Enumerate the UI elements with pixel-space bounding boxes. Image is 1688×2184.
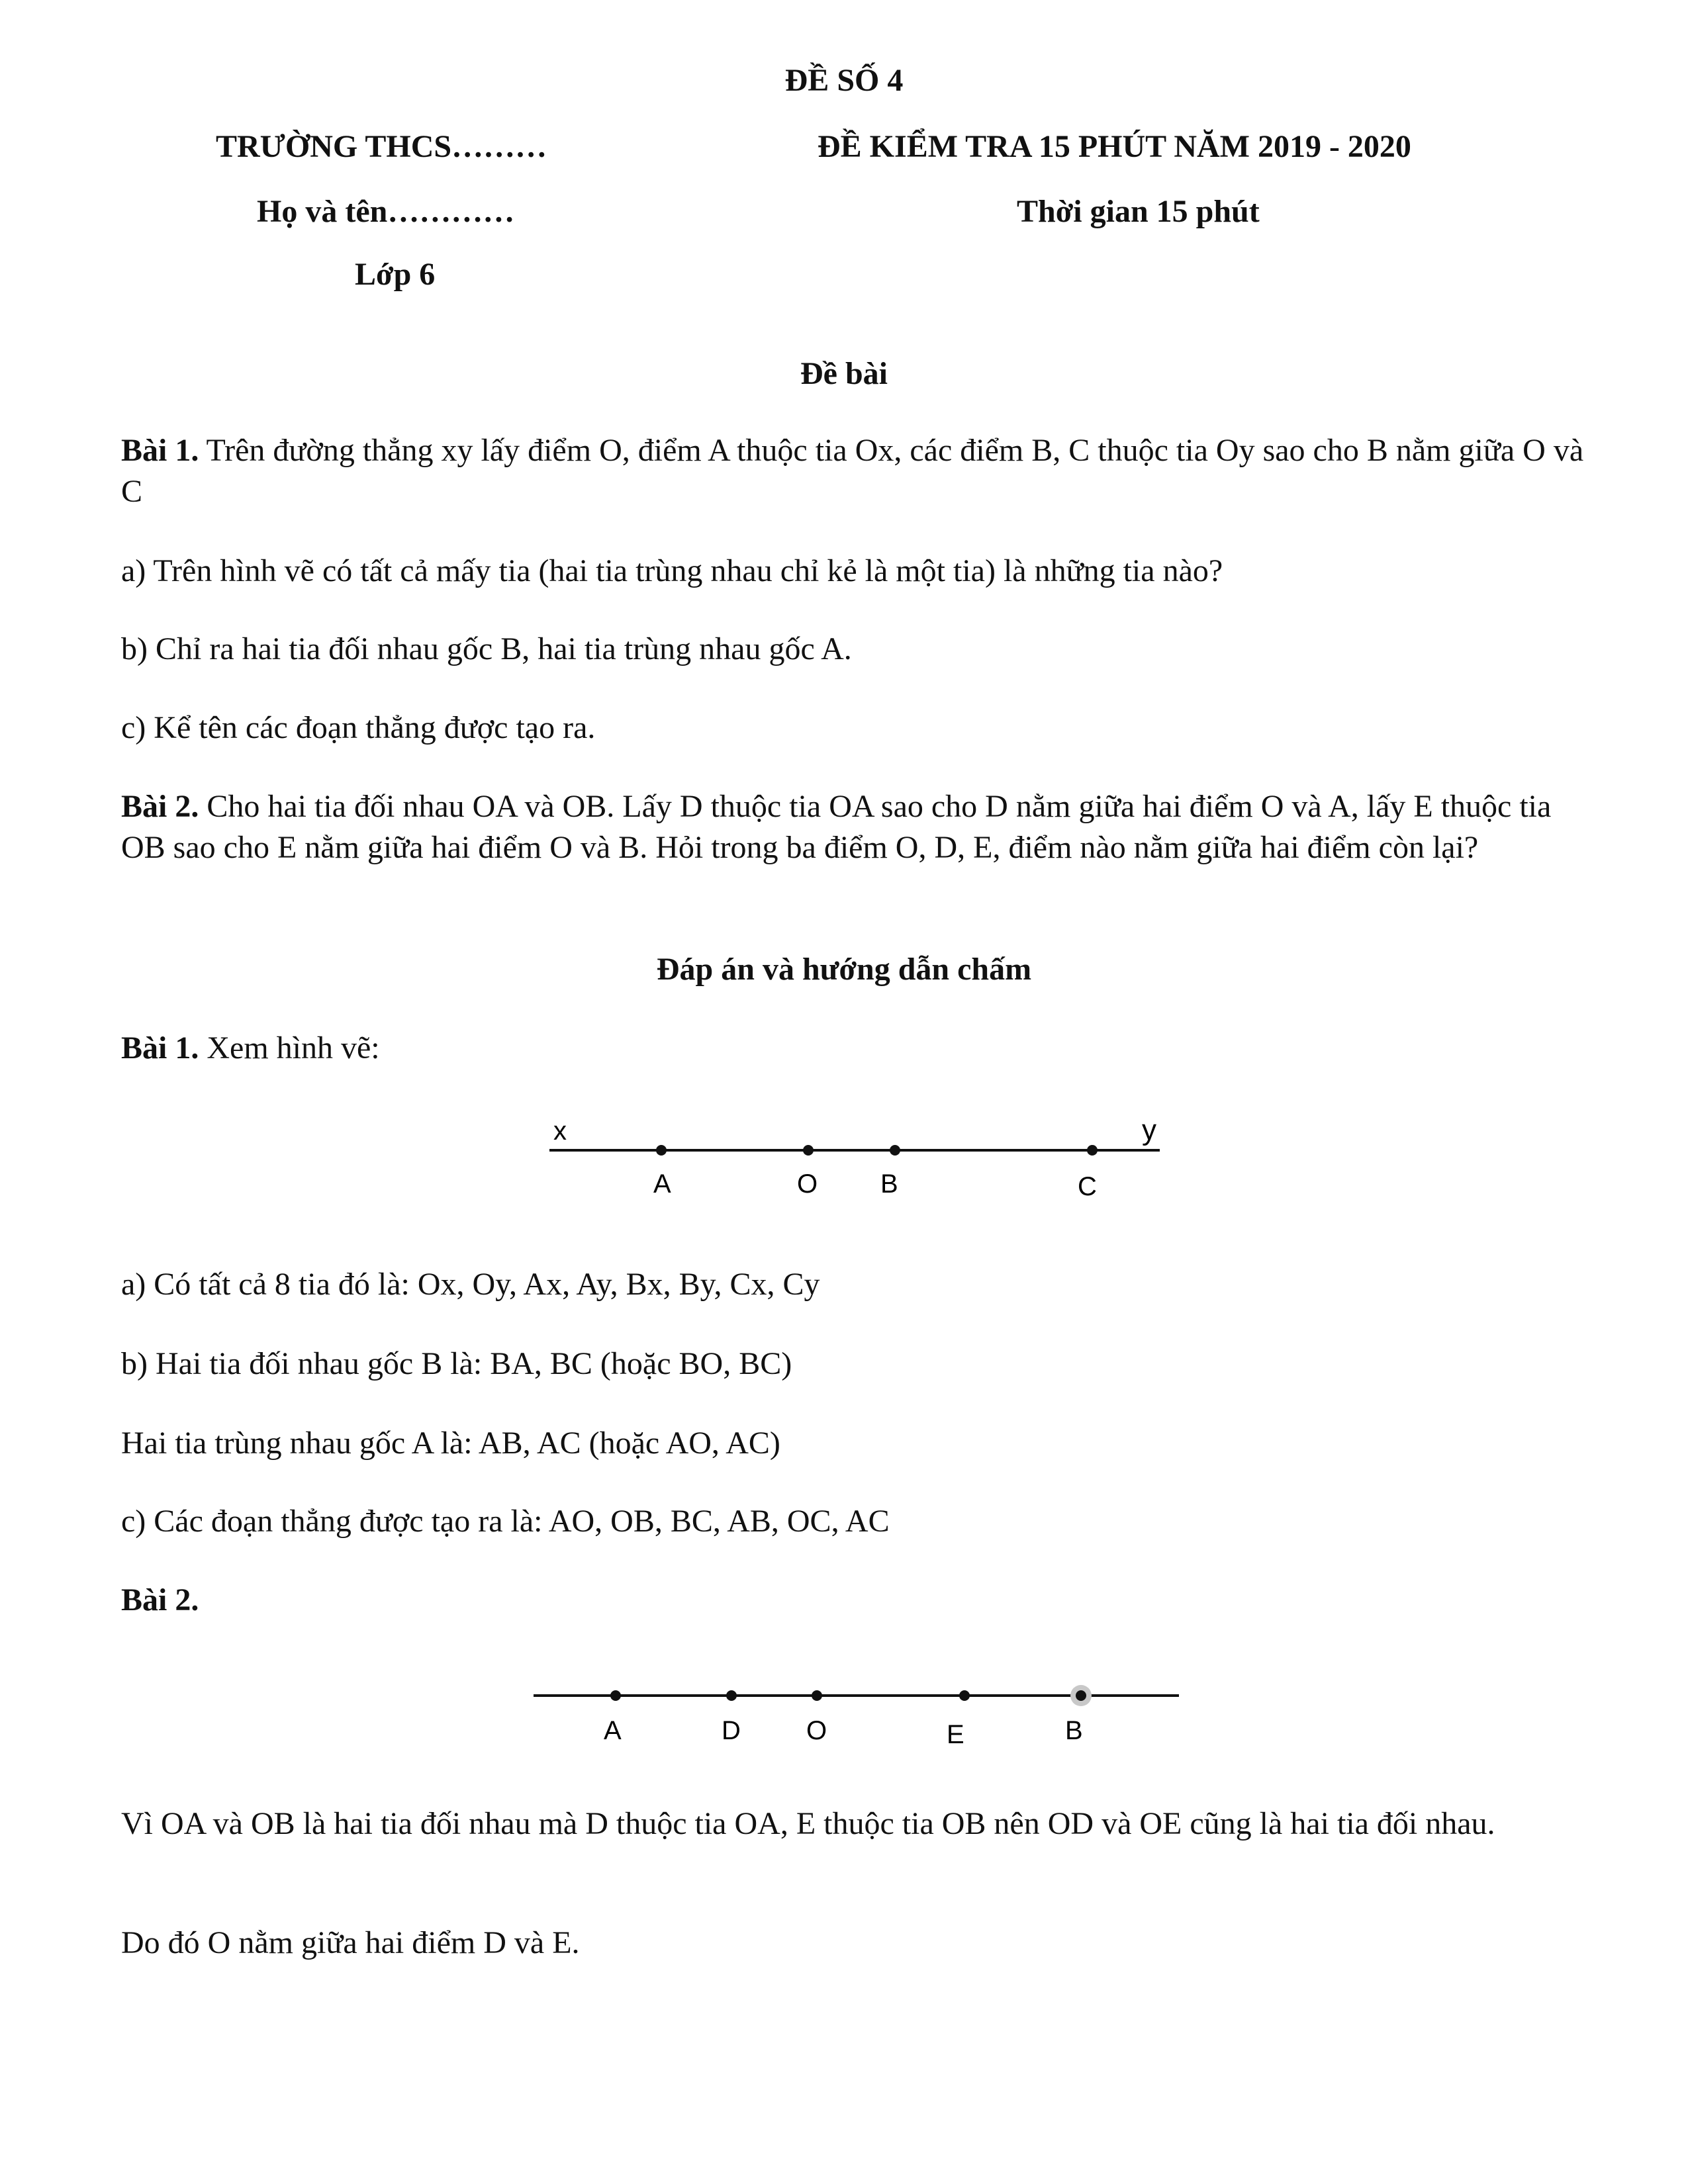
problems-title: Đề bài: [800, 356, 888, 391]
answer-1-c: c) Các đoạn thẳng được tạo ra là: AO, OB, BC, AB, OC, AC: [121, 1504, 890, 1539]
answer-1-b1: b) Hai tia đối nhau gốc B là: BA, BC (hoặc BO, BC): [121, 1346, 792, 1381]
problem-1-b: b) Chỉ ra hai tia đối nhau gốc B, hai tia trùng nhau gốc A.: [121, 631, 852, 666]
figure-2-label-b: B: [1065, 1716, 1083, 1745]
answer-1-intro-text: Xem hình vẽ:: [199, 1030, 380, 1066]
figure-1-point-o: [803, 1145, 814, 1156]
figure-2-label-a: A: [604, 1716, 622, 1745]
answer-1-label: Bài 1.: [121, 1030, 199, 1066]
figure-1-point-a: [656, 1145, 667, 1156]
figure-1-point-c: [1087, 1145, 1098, 1156]
answer-1-a: a) Có tất cả 8 tia đó là: Ox, Oy, Ax, Ay, Bx, By, Cx, Cy: [121, 1267, 820, 1302]
figure-2-label-d: D: [722, 1716, 741, 1745]
problem-2-label: Bài 2.: [121, 789, 199, 824]
class-label: Lớp 6: [355, 257, 436, 292]
problem-1-text: Trên đường thẳng xy lấy điểm O, điểm A thuộc tia Ox, các điểm B, C thuộc tia Oy sao cho B nằm giữa O và C: [121, 433, 1584, 509]
figure-2-point-o: [812, 1690, 822, 1701]
figure-1-label-a: A: [653, 1169, 671, 1199]
exam-title: ĐỀ KIỂM TRA 15 PHÚT NĂM 2019 - 2020: [818, 129, 1411, 164]
answer-2-label: Bài 2.: [121, 1582, 199, 1617]
answer-1-b2: Hai tia trùng nhau gốc A là: AB, AC (hoặc AO, AC): [121, 1426, 780, 1461]
figure-1-label-b: B: [880, 1169, 898, 1199]
figure-1-label-o: O: [797, 1169, 818, 1199]
answer-2-conclusion: Do đó O nằm giữa hai điểm D và E.: [121, 1925, 580, 1960]
problem-1-a: a) Trên hình vẽ có tất cả mấy tia (hai tia trùng nhau chỉ kẻ là một tia) là những tia nào?: [121, 553, 1223, 588]
figure-1-point-b: [890, 1145, 900, 1156]
figure-2-label-o: O: [806, 1716, 827, 1745]
figure-2-label-e: E: [947, 1720, 964, 1749]
figure-1-label-y: y: [1142, 1114, 1156, 1146]
figure-1-label-x: x: [553, 1116, 567, 1146]
figure-2-point-e: [959, 1690, 970, 1701]
exam-duration: Thời gian 15 phút: [1017, 194, 1260, 229]
answer-2-explanation: Vì OA và OB là hai tia đối nhau mà D thuộc tia OA, E thuộc tia OB nên OD và OE cũng là hai tia đối nhau.: [121, 1806, 1495, 1841]
figure-2-point-d: [726, 1690, 737, 1701]
figure-2-point-b: [1076, 1690, 1086, 1701]
problem-1-label: Bài 1.: [121, 433, 199, 468]
figure-2-point-a: [610, 1690, 621, 1701]
answers-title: Đáp án và hướng dẫn chấm: [656, 952, 1032, 987]
figure-1-label-c: C: [1078, 1172, 1097, 1201]
exam-number: ĐỀ SỐ 4: [784, 63, 904, 98]
student-name-field: Họ và tên…………: [257, 194, 515, 229]
problem-1-c: c) Kể tên các đoạn thẳng được tạo ra.: [121, 710, 596, 745]
problem-2-text: Cho hai tia đối nhau OA và OB. Lấy D thuộc tia OA sao cho D nằm giữa hai điểm O và A, lấy E thuộc tia OB sao cho E nằm giữa hai điểm O và B. Hỏi trong ba điểm O, D, E, điểm nào nằm giữa hai điểm còn lại?: [121, 789, 1552, 865]
school-name: TRƯỜNG THCS………: [216, 129, 547, 164]
